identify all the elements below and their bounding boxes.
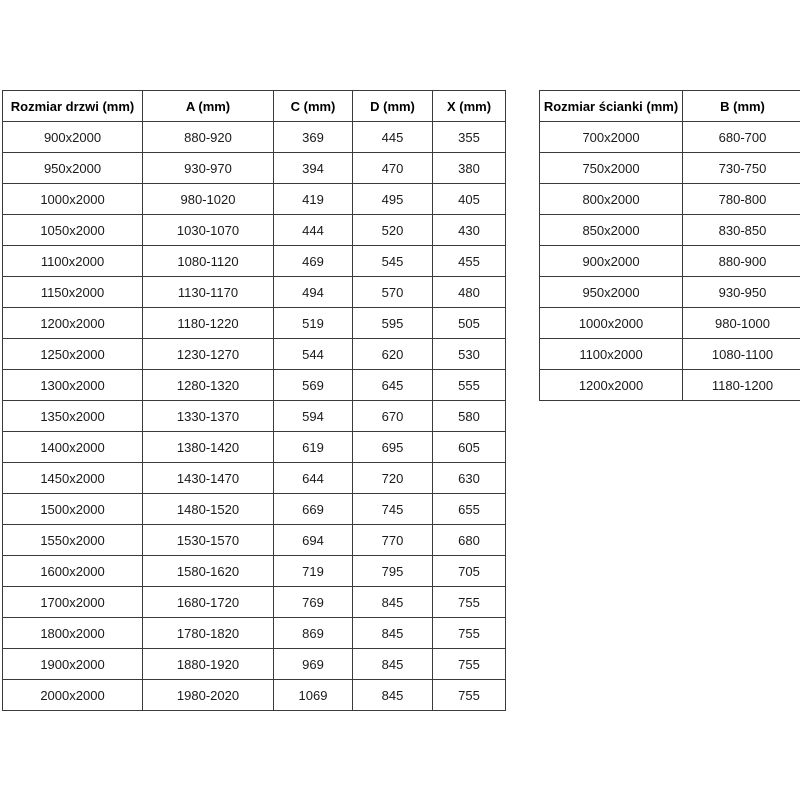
table-cell: 2000x2000	[3, 680, 143, 711]
table-cell: 1600x2000	[3, 556, 143, 587]
table-cell: 755	[433, 618, 506, 649]
table-cell: 1100x2000	[540, 339, 683, 370]
table-cell: 645	[353, 370, 433, 401]
table-row	[3, 308, 506, 339]
table-cell: 800x2000	[540, 184, 683, 215]
table-cell: 700x2000	[540, 122, 683, 153]
table-cell: 1200x2000	[3, 308, 143, 339]
table-row	[3, 215, 506, 246]
table-cell: 670	[353, 401, 433, 432]
table-cell: 1400x2000	[3, 432, 143, 463]
column-header: Rozmiar ścianki (mm)	[540, 91, 683, 122]
table-cell: 455	[433, 246, 506, 277]
table-cell: 594	[274, 401, 353, 432]
table-cell: 694	[274, 525, 353, 556]
table-row	[540, 246, 800, 277]
table-cell: 1080-1120	[143, 246, 274, 277]
table-cell: 745	[353, 494, 433, 525]
table-cell: 830-850	[683, 215, 800, 246]
table-cell: 595	[353, 308, 433, 339]
table-cell: 355	[433, 122, 506, 153]
table-cell: 470	[353, 153, 433, 184]
table-cell: 755	[433, 680, 506, 711]
table-cell: 1350x2000	[3, 401, 143, 432]
table-cell: 1380-1420	[143, 432, 274, 463]
table-cell: 845	[353, 587, 433, 618]
wall-panel-size-table	[539, 90, 800, 401]
table-cell: 580	[433, 401, 506, 432]
table-cell: 1050x2000	[3, 215, 143, 246]
table-cell: 669	[274, 494, 353, 525]
table-cell: 655	[433, 494, 506, 525]
table-cell: 605	[433, 432, 506, 463]
table-cell: 1150x2000	[3, 277, 143, 308]
table-cell: 1180-1220	[143, 308, 274, 339]
table-cell: 445	[353, 122, 433, 153]
table-cell: 1680-1720	[143, 587, 274, 618]
column-header: Rozmiar drzwi (mm)	[3, 91, 143, 122]
table-row	[3, 184, 506, 215]
table-cell: 1430-1470	[143, 463, 274, 494]
table-cell: 1000x2000	[3, 184, 143, 215]
table-cell: 780-800	[683, 184, 800, 215]
table-cell: 469	[274, 246, 353, 277]
table-cell: 644	[274, 463, 353, 494]
table-cell: 405	[433, 184, 506, 215]
table-header-row	[3, 91, 506, 122]
table-cell: 369	[274, 122, 353, 153]
table-cell: 850x2000	[540, 215, 683, 246]
table-cell: 680	[433, 525, 506, 556]
table-cell: 1250x2000	[3, 339, 143, 370]
table-cell: 755	[433, 649, 506, 680]
table-cell: 1069	[274, 680, 353, 711]
table-cell: 555	[433, 370, 506, 401]
table-cell: 795	[353, 556, 433, 587]
table-row	[540, 277, 800, 308]
table-row	[3, 649, 506, 680]
column-header: C (mm)	[274, 91, 353, 122]
table-cell: 1530-1570	[143, 525, 274, 556]
table-row	[3, 401, 506, 432]
table-cell: 494	[274, 277, 353, 308]
column-header: D (mm)	[353, 91, 433, 122]
table-cell: 1550x2000	[3, 525, 143, 556]
table-cell: 495	[353, 184, 433, 215]
table-cell: 680-700	[683, 122, 800, 153]
table-cell: 1100x2000	[3, 246, 143, 277]
table-cell: 1480-1520	[143, 494, 274, 525]
table-cell: 1330-1370	[143, 401, 274, 432]
table-row	[3, 618, 506, 649]
table-row	[3, 587, 506, 618]
table-cell: 980-1020	[143, 184, 274, 215]
table-row	[3, 246, 506, 277]
table-cell: 719	[274, 556, 353, 587]
table-cell: 570	[353, 277, 433, 308]
table-row	[3, 370, 506, 401]
table-cell: 545	[353, 246, 433, 277]
table-cell: 1130-1170	[143, 277, 274, 308]
table-cell: 1180-1200	[683, 370, 800, 401]
table-cell: 880-900	[683, 246, 800, 277]
column-header: A (mm)	[143, 91, 274, 122]
table-cell: 444	[274, 215, 353, 246]
table-row	[540, 215, 800, 246]
table-cell: 900x2000	[540, 246, 683, 277]
table-cell: 695	[353, 432, 433, 463]
table-row	[3, 122, 506, 153]
table-cell: 480	[433, 277, 506, 308]
table-cell: 930-950	[683, 277, 800, 308]
door-size-table	[2, 90, 506, 711]
table-cell: 519	[274, 308, 353, 339]
table-cell: 1200x2000	[540, 370, 683, 401]
table-cell: 845	[353, 618, 433, 649]
table-cell: 1780-1820	[143, 618, 274, 649]
table-cell: 869	[274, 618, 353, 649]
table-row	[540, 370, 800, 401]
table-row	[540, 308, 800, 339]
table-cell: 950x2000	[3, 153, 143, 184]
table-cell: 1700x2000	[3, 587, 143, 618]
table-row	[3, 525, 506, 556]
table-row	[3, 556, 506, 587]
table-cell: 430	[433, 215, 506, 246]
table-cell: 1900x2000	[3, 649, 143, 680]
table-cell: 900x2000	[3, 122, 143, 153]
table-cell: 730-750	[683, 153, 800, 184]
table-cell: 980-1000	[683, 308, 800, 339]
table-cell: 619	[274, 432, 353, 463]
table-row	[3, 153, 506, 184]
table-row	[540, 339, 800, 370]
table-cell: 1450x2000	[3, 463, 143, 494]
table-cell: 950x2000	[540, 277, 683, 308]
table-cell: 1880-1920	[143, 649, 274, 680]
table-row	[540, 184, 800, 215]
table-cell: 505	[433, 308, 506, 339]
table-cell: 1500x2000	[3, 494, 143, 525]
column-header: B (mm)	[683, 91, 800, 122]
table-cell: 394	[274, 153, 353, 184]
table-row	[3, 463, 506, 494]
table-cell: 1030-1070	[143, 215, 274, 246]
table-cell: 630	[433, 463, 506, 494]
table-cell: 969	[274, 649, 353, 680]
table-cell: 1800x2000	[3, 618, 143, 649]
table-cell: 769	[274, 587, 353, 618]
table-cell: 1280-1320	[143, 370, 274, 401]
column-header: X (mm)	[433, 91, 506, 122]
table-cell: 520	[353, 215, 433, 246]
table-cell: 720	[353, 463, 433, 494]
table-cell: 845	[353, 680, 433, 711]
table-cell: 930-970	[143, 153, 274, 184]
table-cell: 845	[353, 649, 433, 680]
table-cell: 1230-1270	[143, 339, 274, 370]
table-cell: 1980-2020	[143, 680, 274, 711]
table-cell: 419	[274, 184, 353, 215]
table-cell: 569	[274, 370, 353, 401]
table-row	[3, 277, 506, 308]
table-header-row	[540, 91, 800, 122]
table-cell: 544	[274, 339, 353, 370]
table-cell: 755	[433, 587, 506, 618]
table-row	[3, 339, 506, 370]
table-row	[3, 680, 506, 711]
table-cell: 380	[433, 153, 506, 184]
table-cell: 1580-1620	[143, 556, 274, 587]
table-cell: 1080-1100	[683, 339, 800, 370]
table-cell: 770	[353, 525, 433, 556]
table-cell: 530	[433, 339, 506, 370]
table-cell: 705	[433, 556, 506, 587]
table-cell: 880-920	[143, 122, 274, 153]
table-cell: 1000x2000	[540, 308, 683, 339]
table-row	[540, 122, 800, 153]
table-cell: 620	[353, 339, 433, 370]
table-cell: 1300x2000	[3, 370, 143, 401]
table-cell: 750x2000	[540, 153, 683, 184]
table-row	[540, 153, 800, 184]
table-row	[3, 432, 506, 463]
table-row	[3, 494, 506, 525]
